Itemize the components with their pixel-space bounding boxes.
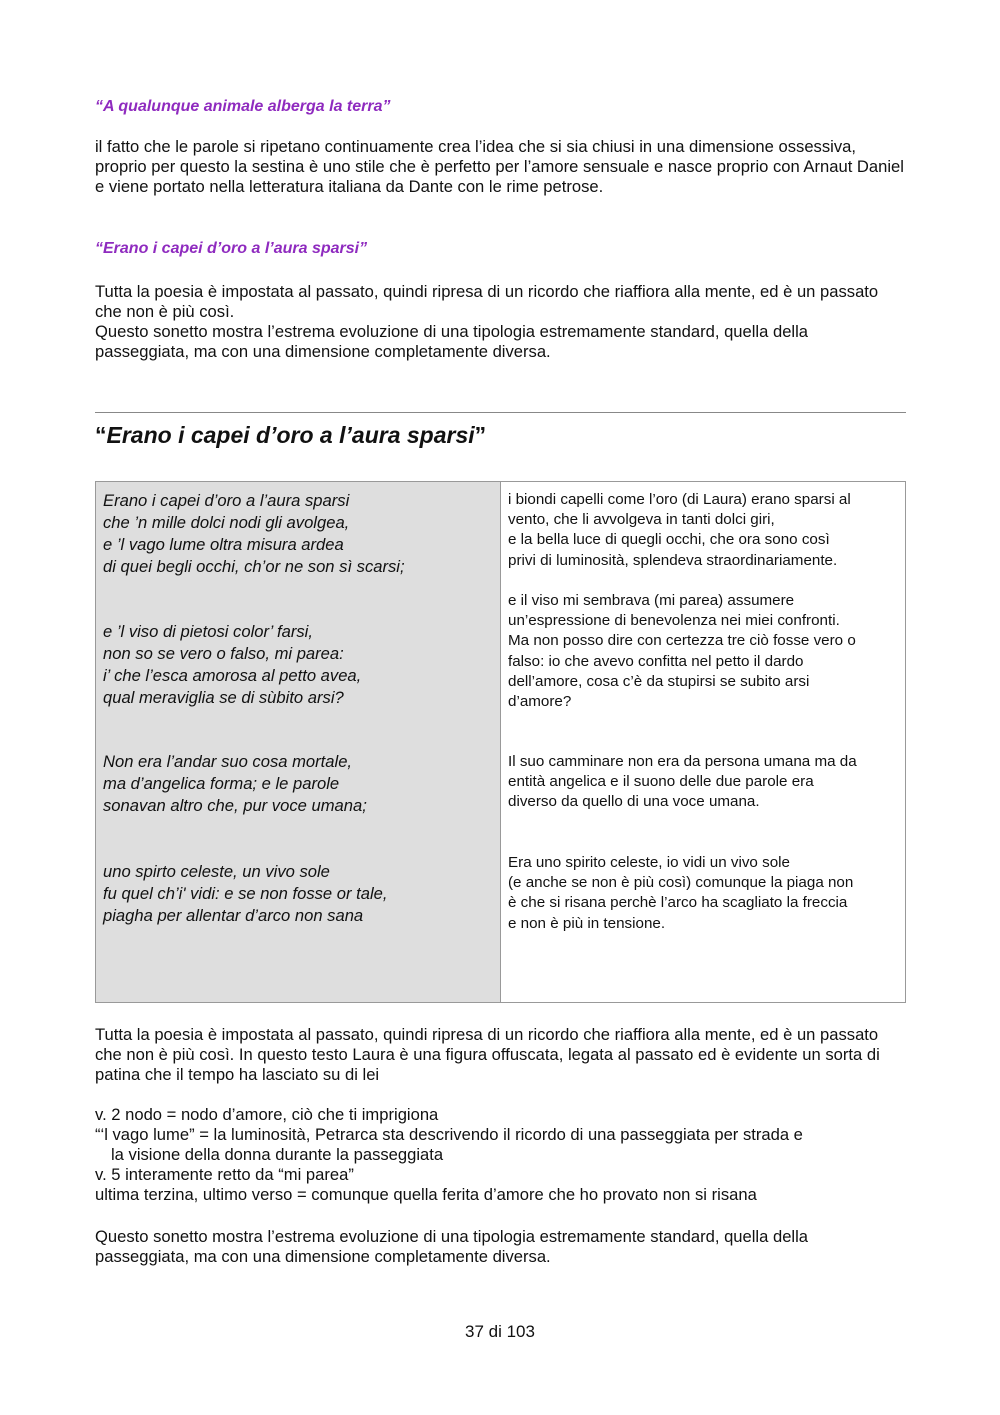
erano-intro-text-2: Questo sonetto mostra l’estrema evoluzione di una tipologia estremamente standard, quella della passeggiata, ma con una dimensione completamente diversa. — [95, 322, 809, 361]
main-title-open-quote: “ — [95, 422, 107, 448]
verse-notes — [95, 1105, 906, 1205]
poem-text-column — [96, 482, 501, 1002]
paraphrase-column — [501, 482, 905, 1002]
verse-line: ma d’angelica forma; e le parole — [103, 774, 340, 793]
stanza-3 — [103, 751, 367, 817]
gloss-line: Era uno spirito celeste, io vidi un vivo sole — [508, 854, 790, 871]
note-line: v. 5 interamente retto da “mi parea” — [95, 1165, 354, 1184]
gloss-line: è che si risana perchè l’arco ha scagliato la freccia — [508, 894, 848, 912]
commentary-paragraph — [95, 1025, 906, 1085]
sestina-text: il fatto che le parole si ripetano continuamente crea l’idea che si sia chiusi in una dimensione ossessiva, proprio per questo la sestina è uno stile che è perfetto per l’amore sensuale e nasce proprio con Arnaut Daniel e viene portato nella letteratura italiana da Dante con le rime petrose. — [95, 137, 904, 196]
stanza-4 — [103, 861, 388, 927]
gloss-line: e il viso mi sembrava (mi parea) assumere — [508, 592, 795, 609]
closing-text: Questo sonetto mostra l’estrema evoluzione di una tipologia estremamente standard, quella della passeggiata, ma con una dimensione completamente diversa. — [95, 1227, 809, 1266]
verse-line: di quei begli occhi, ch’or ne son sì scarsi; — [103, 557, 405, 576]
note-line: la visione della donna durante la passeggiata — [111, 1145, 444, 1164]
verse-line: e ’l vago lume oltra misura ardea — [103, 535, 344, 554]
erano-intro — [95, 282, 906, 362]
gloss-4 — [508, 853, 853, 934]
note-line: ultima terzina, ultimo verso = comunque quella ferita d’amore che ho provato non si risana — [95, 1185, 757, 1204]
verse-line: che ’n mille dolci nodi gli avolgea, — [103, 513, 350, 532]
gloss-line: Ma non posso dire con certezza tre ciò fosse vero o — [508, 632, 856, 650]
gloss-line: Il suo camminare non era da persona umana ma da — [508, 753, 857, 770]
main-title-close-quote: ” — [474, 422, 487, 448]
verse-line: i’ che l’esca amorosa al petto avea, — [103, 666, 362, 685]
verse-line: Erano i capei d’oro a l’aura sparsi — [103, 491, 350, 510]
note-line: “‘l vago lume” = la luminosità, Petrarca sta descrivendo il ricordo di una passeggiata per strada e — [95, 1125, 803, 1144]
gloss-line: vento, che li avvolgeva in tanti dolci giri, — [508, 511, 775, 529]
erano-intro-text-1: Tutta la poesia è impostata al passato, quindi ripresa di un ricordo che riaffiora alla mente, ed è un passato che non è più così. — [95, 282, 879, 321]
verse-line: piagha per allentar d’arco non sana — [103, 906, 364, 925]
section-heading-sestina: “A qualunque animale alberga la terra” — [95, 98, 391, 115]
verse-line: fu quel ch’i' vidi: e se non fosse or tale, — [103, 884, 388, 903]
gloss-line: falso: io che avevo confitta nel petto il dardo — [508, 652, 804, 670]
gloss-line: e non è più in tensione. — [508, 914, 666, 932]
commentary-text: Tutta la poesia è impostata al passato, quindi ripresa di un ricordo che riaffiora alla mente, ed è un passato che non è più così. In questo testo Laura è una figura offuscata, legata al passato ed è evidente un sorta di patina che il tempo ha lasciato su di lei — [95, 1025, 880, 1084]
gloss-line: dell’amore, cosa c’è da stupirsi se subito arsi — [508, 672, 810, 690]
verse-line: Non era l’andar suo cosa mortale, — [103, 752, 353, 771]
gloss-line: e la bella luce di quegli occhi, che ora sono così — [508, 531, 830, 549]
stanza-1 — [103, 490, 405, 578]
gloss-line: diverso da quello di una voce umana. — [508, 793, 760, 811]
gloss-1 — [508, 490, 851, 571]
poem-table — [95, 481, 906, 1003]
verse-line: uno spirto celeste, un vivo sole — [103, 862, 330, 881]
gloss-line: privi di luminosità, splendeva straordinariamente. — [508, 551, 838, 569]
note-line: v. 2 nodo = nodo d’amore, ciò che ti imprigiona — [95, 1105, 439, 1124]
main-title-text: Erano i capei d’oro a l’aura sparsi — [106, 422, 475, 448]
verse-line: e ’l viso di pietosi color’ farsi, — [103, 622, 313, 641]
stanza-2 — [103, 621, 361, 709]
verse-line: sonavan altro che, pur voce umana; — [103, 796, 367, 815]
gloss-line: entità angelica e il suono delle due parole era — [508, 773, 814, 791]
sestina-paragraph — [95, 137, 906, 197]
gloss-line: (e anche se non è più così) comunque la piaga non — [508, 874, 854, 892]
gloss-2 — [508, 591, 856, 712]
section-heading-erano: “Erano i capei d’oro a l’aura sparsi” — [95, 240, 368, 257]
gloss-line: i biondi capelli come l’oro (di Laura) erano sparsi al — [508, 491, 851, 508]
verse-line: non so se vero o falso, mi parea: — [103, 644, 344, 663]
closing-paragraph — [95, 1227, 906, 1267]
main-title — [95, 420, 486, 450]
verse-line: qual meraviglia se di sùbito arsi? — [103, 688, 344, 707]
gloss-3 — [508, 752, 857, 813]
section-divider — [95, 412, 906, 413]
page-number: 37 di 103 — [465, 1322, 535, 1341]
gloss-line: un’espressione di benevolenza nei miei confronti. — [508, 612, 840, 630]
gloss-line: d’amore? — [508, 693, 572, 711]
